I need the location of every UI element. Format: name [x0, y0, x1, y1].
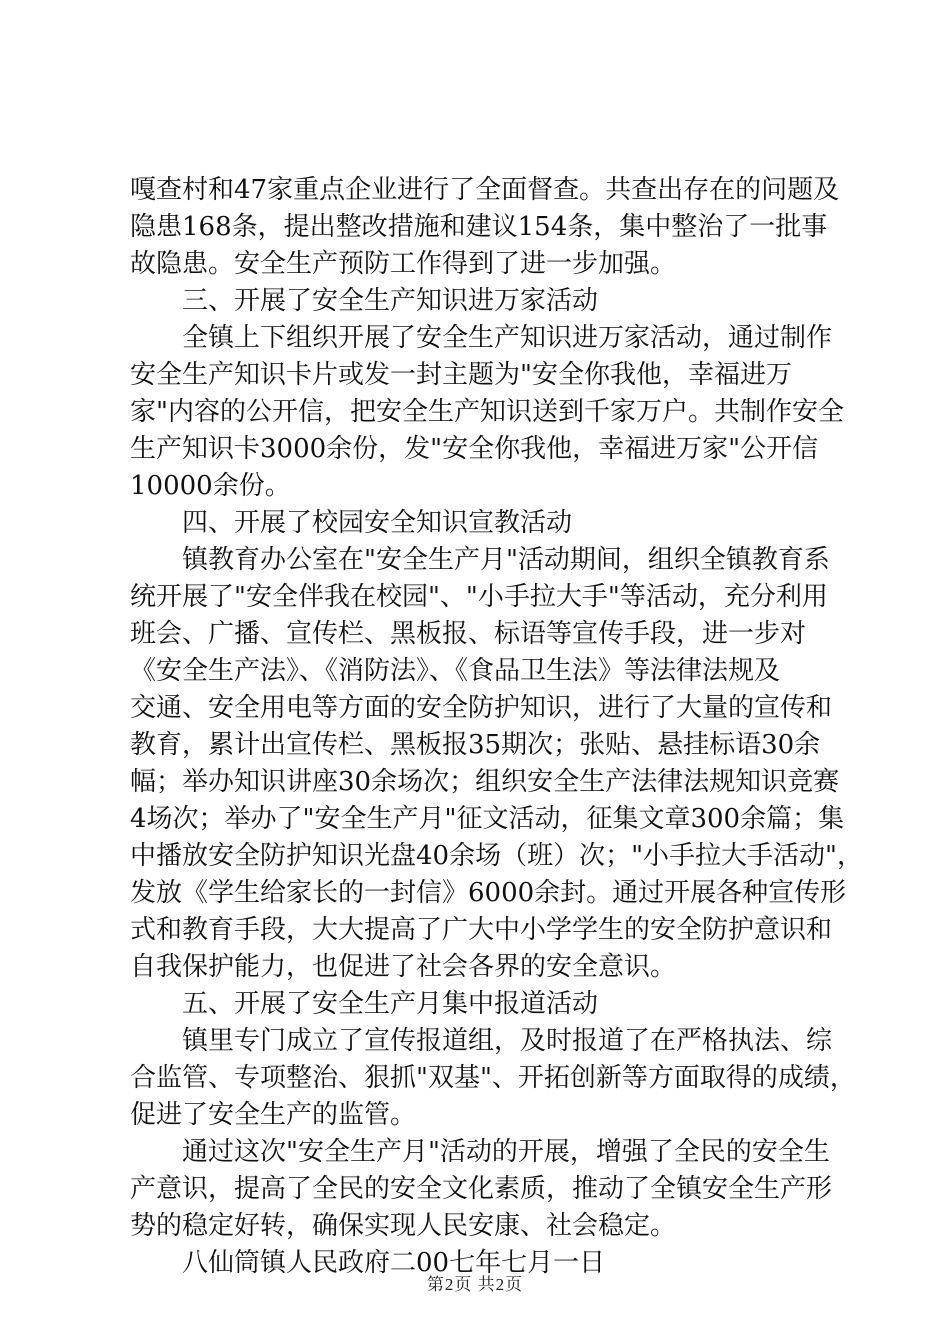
section-heading: 五、开展了安全生产月集中报道活动 — [182, 989, 599, 1019]
text-line: 统开展了"安全伴我在校园"、"小手拉大手"等活动，充分利用 — [130, 582, 828, 612]
paragraph-start: 通过这次"安全生产月"活动的开展，增强了全民的安全生 — [182, 1137, 830, 1167]
text-line: 嘎查村和47家重点企业进行了全面督查。共查出存在的问题及 — [130, 175, 840, 205]
paragraph-start: 镇教育办公室在"安全生产月"活动期间，组织全镇教育系 — [182, 545, 830, 575]
signature-line: 八仙筒镇人民政府二00七年七月一日 — [182, 1248, 606, 1278]
paragraph-start: 镇里专门成立了宣传报道组，及时报道了在严格执法、综 — [182, 1026, 833, 1056]
text-line: 班会、广播、宣传栏、黑板报、标语等宣传手段，进一步对 — [130, 619, 807, 649]
page-number-footer: 第2页 共2页 — [426, 1275, 524, 1294]
text-line: 促进了安全生产的监管。 — [130, 1100, 417, 1130]
text-line: 教育，累计出宣传栏、黑板报35期次；张贴、悬挂标语30余 — [130, 730, 821, 760]
body-text — [130, 172, 864, 1282]
text-line: 式和教育手段，大大提高了广大中小学学生的安全防护意识和 — [130, 915, 833, 945]
text-line: 家"内容的公开信，把安全生产知识送到千家万户。共制作安全 — [130, 397, 844, 427]
text-line: 幅；举办知识讲座30余场次；组织安全生产法律法规知识竞赛 — [130, 767, 840, 797]
text-line: 交通、安全用电等方面的安全防护知识，进行了大量的宣传和 — [130, 693, 833, 723]
text-line: 10000余份。 — [130, 471, 291, 501]
text-line: 势的稳定好转，确保实现人民安康、社会稳定。 — [130, 1211, 677, 1241]
text-line: 生产知识卡3000余份，发"安全你我他，幸福进万家"公开信 — [130, 434, 819, 464]
text-line: 发放《学生给家长的一封信》6000余封。通过开展各种宣传形 — [130, 878, 847, 908]
text-line: 自我保护能力，也促进了社会各界的安全意识。 — [130, 952, 677, 982]
text-line: 4场次；举办了"安全生产月"征文活动，征集文章300余篇；集 — [130, 804, 845, 834]
text-line: 中播放安全防护知识光盘40余场（班）次；"小手拉大手活动"， — [130, 841, 864, 871]
text-line: 隐患168条，提出整改措施和建议154条，集中整治了一批事 — [130, 212, 828, 242]
text-line: 合监管、专项整治、狠抓"双基"、开拓创新等方面取得的成绩， — [130, 1063, 856, 1093]
paragraph-start: 全镇上下组织开展了安全生产知识进万家活动，通过制作 — [182, 323, 833, 353]
section-heading: 四、开展了校园安全知识宣教活动 — [182, 508, 573, 538]
text-line: 《安全生产法》、《消防法》、《食品卫生法》等法律法规及 — [130, 656, 781, 686]
text-line: 故隐患。安全生产预防工作得到了进一步加强。 — [130, 249, 677, 279]
section-heading: 三、开展了安全生产知识进万家活动 — [182, 286, 599, 316]
text-line: 安全生产知识卡片或发一封主题为"安全你我他，幸福进万 — [130, 360, 792, 390]
text-line: 产意识，提高了全民的安全文化素质，推动了全镇安全生产形 — [130, 1174, 833, 1204]
